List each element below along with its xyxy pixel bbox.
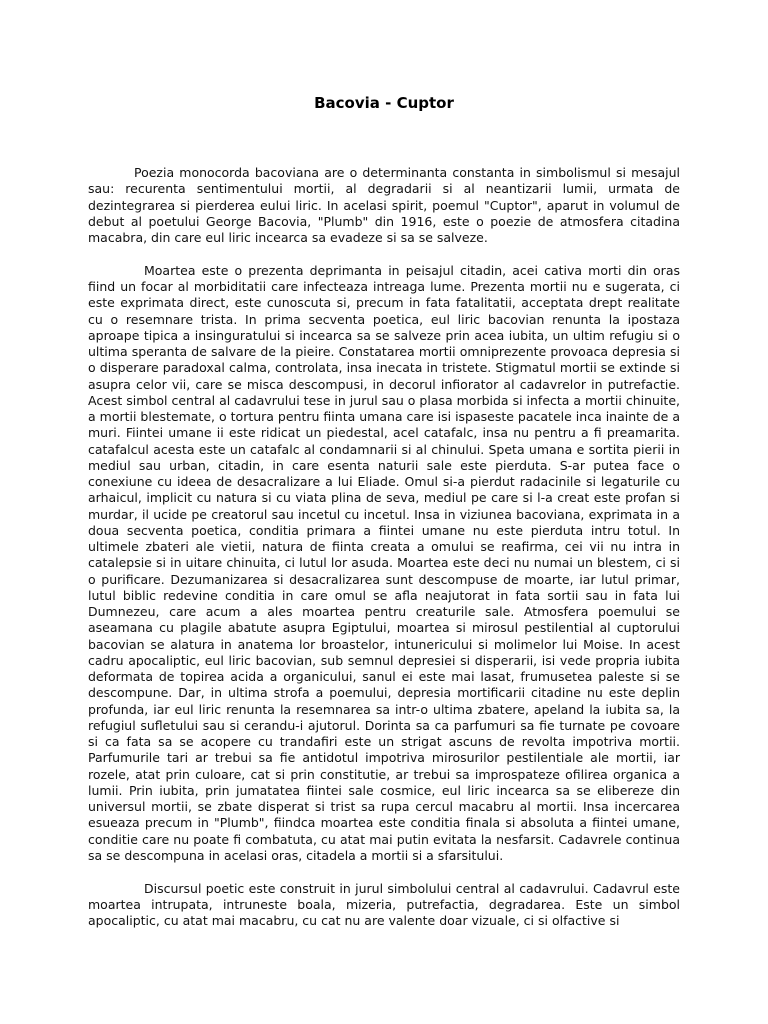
paragraph-poetic-discourse: Discursul poetic este construit in jurul simbolului central al cadavrului. Cadavrul este moartea intrupata, intruneste boala, mizeria, putrefactia, degradarea. Este un simbol apocaliptic, cu atat mai macabru, cu cat nu are valente doar vizuale, ci si olfactive si — [88, 880, 680, 928]
paragraph-death-analysis: Moartea este o prezenta deprimanta in peisajul citadin, acei cativa morti din oras fiind un focar al morbiditatii care infecteaza intreaga lume. Prezenta mortii nu e sugerata, ci este exprimata direct, este cunoscuta si, precum in fata fatalitatii, acceptata drept realitate cu o resemnare trista. In prima secventa poetica, eul liric bacovian renunta la ipostaza aproape tipica a insinguratului si incearca sa se salveze prin acea iubita, un ultim refugiu si o ultima speranta de salvare de la pieire. Constatarea mortii omniprezente provoaca depresia si o disperare paradoxal calma, controlata, insa inecata in tristete. Stigmatul mortii se extinde si asupra celor vii, care se misca descompusi, in decorul infiorator al cadavrelor in putrefactie. Acest simbol central al cadavrului tese in jurul sau o plasa morbida si infecta a mortii chinuite, a mortii blestemate, o tortura pentru fiinta umana care isi ispaseste pacatele inca inainte de a muri. Fiintei umane ii este ridicat un piedestal, acel catafalc, insa nu pentru a fi preamarita. catafalcul acesta este un catafalc al condamnarii si al chinului. Speta umana e sortita pierii in mediul sau urban, citadin, in care esenta naturii sale este pierduta. S-ar putea face o conexiune cu ideea de desacralizare a lui Eliade. Omul si-a pierdut radacinile si legaturile cu arhaicul, implicit cu natura si cu viata plina de seva, mediul pe care si l-a creat este profan si murdar, il ucide pe creatorul sau incetul cu incetul. Insa in viziunea bacoviana, exprimata in a doua secventa poetica, conditia primara a fiintei umane nu este pierduta intru totul. In ultimele zbateri ale vietii, natura de fiinta creata a omului se reafirma, cei vii nu intra in catalepsie si in uitare chinuita, ci lutul lor asuda. Moartea este deci nu numai un blestem, ci si o purificare. Dezumanizarea si desacralizarea sunt descompuse de moarte, iar lutul primar, lutul biblic redevine conditia in care omul se afla neajutorat in fata sortii sau in fata lui Dumnezeu, care acum a ales moartea pentru creaturile sale. Atmosfera poemului se aseamana cu plagile abatute asupra Egiptului, moartea si mirosul pestilential al cuptorului bacovian se alatura in anatema lor broastelor, intunericului si molimelor lui Moise. In acest cadru apocaliptic, eul liric bacovian, sub semnul depresiei si disperarii, isi vede propria iubita deformata de topirea acida a organicului, sanul ei este mai lasat, frumusetea paleste si se descompune. Dar, in ultima strofa a poemului, depresia mortificarii citadine nu este deplin profunda, iar eul liric renunta la resemnarea sa intr-o ultima zbatere, apeland la iubita sa, la refugiul sufletului sau si cerandu-i ajutorul. Dorinta sa ca parfumuri sa fie turnate pe covoare si ca fata sa se acopere cu trandafiri este un strigat ascuns de revolta impotriva mortii. Parfumurile tari ar trebui sa fie antidotul impotriva mirosurilor pestilentiale ale mortii, iar rozele, atat prin culoare, cat si prin constitutie, ar trebui sa improspateze ofilirea organica a lumii. Prin iubita, prin jumatatea fiintei sale cosmice, eul liric incearca sa se elibereze din universul mortii, se zbate disperat si trist sa rupa cercul macabru al mortii. Insa incercarea esueaza precum in "Plumb", fiindca moartea este conditia finala si absoluta a fiintei umane, conditie care nu poate fi combatuta, cu atat mai putin evitata la nesfarsit. Cadavrele continua sa se descompuna in acelasi oras, citadela a mortii si a sfarsitului. — [88, 262, 680, 863]
document-title: Bacovia - Cuptor — [314, 94, 454, 112]
document-body — [88, 165, 680, 946]
paragraph-intro: Poezia monocorda bacoviana are o determinanta constanta in simbolismul si mesajul sau: recurenta sentimentului mortii, al degradarii si al neantizarii lumii, urmata de dezintegrarea si pierderea eului liric. In acelasi spirit, poemul "Cuptor", aparut in volumul de debut al poetului George Bacovia, "Plumb" din 1916, este o poezie de atmosfera citadina macabra, din care eul liric incearca sa evadeze si sa se salveze. — [88, 165, 680, 245]
